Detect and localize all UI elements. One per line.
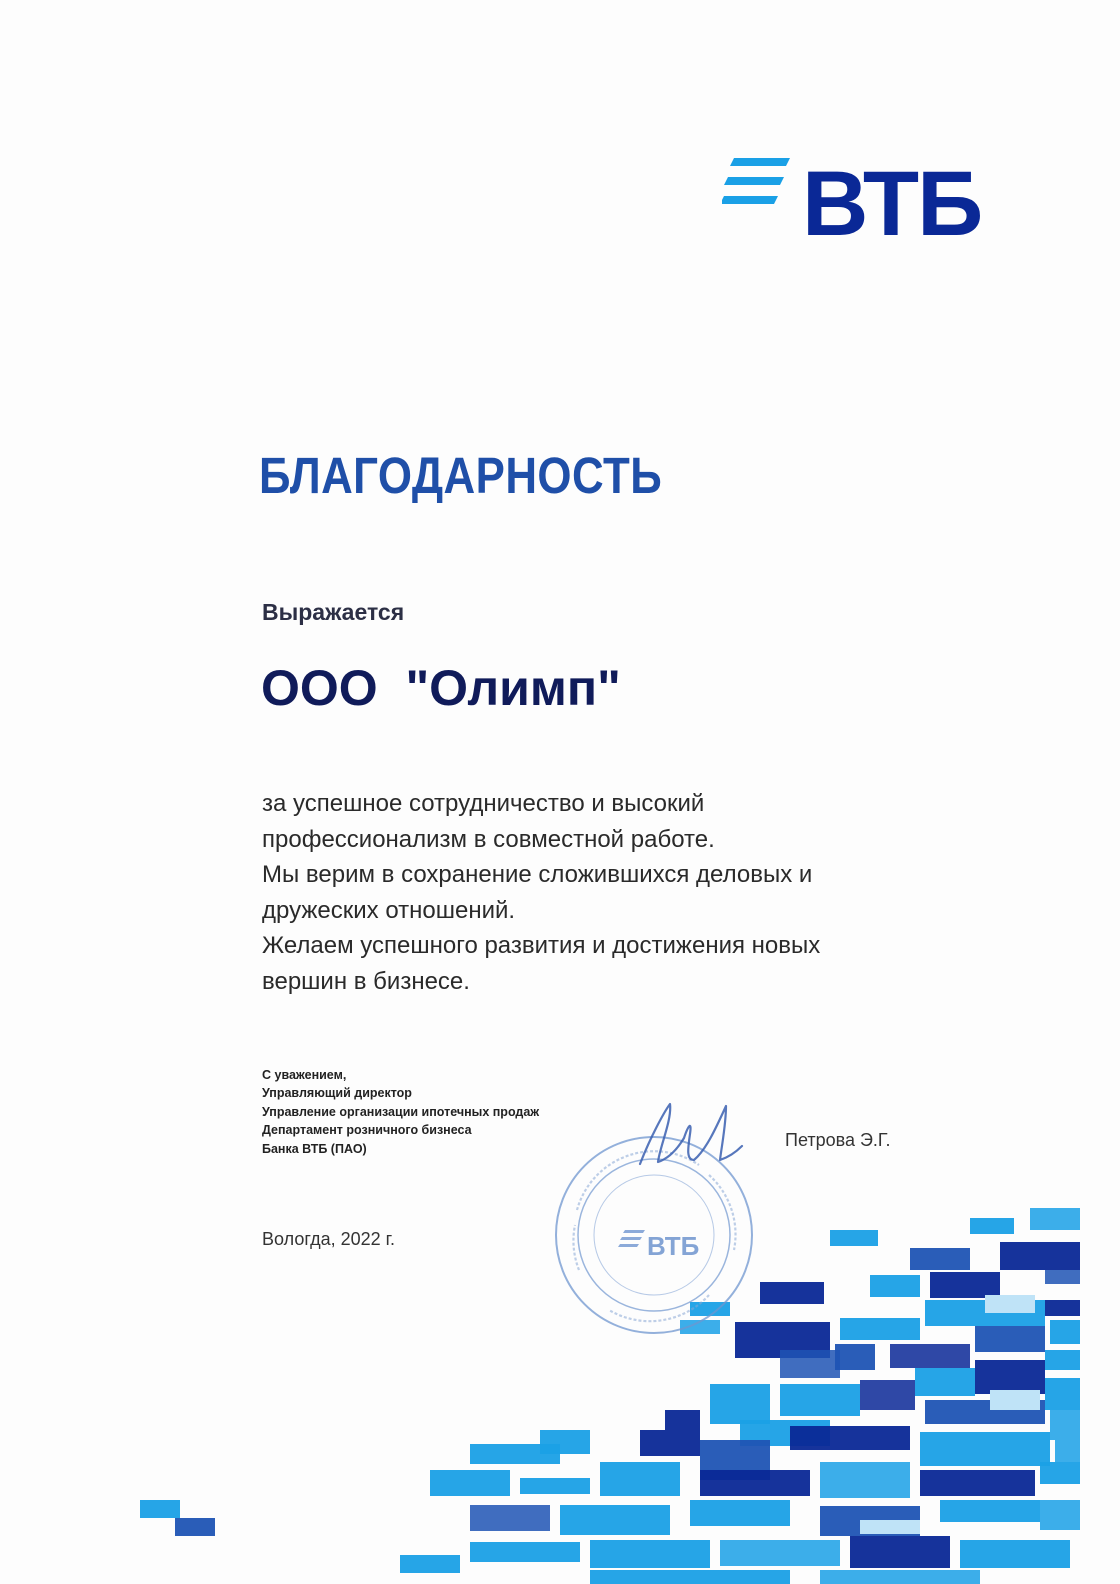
mosaic-tile <box>820 1506 920 1536</box>
mosaic-tile <box>590 1540 710 1568</box>
mosaic-tile <box>400 1555 460 1573</box>
signer-name: Петрова Э.Г. <box>785 1130 891 1150</box>
lead-text: Выражается <box>262 599 405 625</box>
mosaic-tile <box>910 1248 970 1270</box>
mosaic-tile <box>860 1380 915 1410</box>
signature-line: Банка ВТБ (ПАО) <box>262 1141 367 1156</box>
mosaic-tile <box>820 1462 910 1498</box>
mosaic-tile <box>860 1520 920 1534</box>
mosaic-tile <box>990 1390 1040 1410</box>
vtb-logo-icon <box>722 153 982 258</box>
logo-text: ВТБ <box>802 153 982 255</box>
mosaic-tile <box>1040 1462 1080 1484</box>
mosaic-tile <box>830 1230 878 1246</box>
body-paragraph <box>262 786 942 999</box>
mosaic-tile <box>850 1536 950 1568</box>
mosaic-tile <box>790 1426 910 1450</box>
mosaic-tile <box>540 1430 590 1454</box>
mosaic-tile <box>1045 1378 1080 1410</box>
mosaic-tile <box>470 1542 580 1562</box>
signature-block <box>262 1066 539 1158</box>
mosaic-tile <box>835 1344 875 1370</box>
mosaic-tile <box>470 1444 560 1464</box>
document-title: БЛАГОДАРНОСТЬ <box>259 447 663 504</box>
recipient-name: ООО "Олимп" <box>261 660 621 716</box>
mosaic-tile <box>840 1318 920 1340</box>
mosaic-tile <box>780 1350 840 1378</box>
mosaic-tile <box>960 1540 1070 1568</box>
mosaic-tile <box>975 1360 1045 1394</box>
mosaic-tile <box>820 1570 980 1584</box>
mosaic-tile <box>560 1505 670 1535</box>
body-line: дружеских отношений. <box>262 896 516 924</box>
signature-line: Управляющий директор <box>262 1086 412 1101</box>
signature-line: Управление организации ипотечных продаж <box>262 1104 540 1119</box>
mosaic-tile <box>925 1400 1045 1424</box>
mosaic-tile <box>1030 1208 1080 1230</box>
mosaic-tile <box>700 1470 810 1496</box>
mosaic-tile <box>175 1518 215 1536</box>
mosaic-tile <box>470 1505 550 1531</box>
mosaic-tile <box>870 1275 920 1297</box>
mosaic-tile <box>590 1570 790 1584</box>
mosaic-tile <box>430 1470 510 1496</box>
mosaic-tile <box>760 1282 824 1304</box>
mosaic-tile <box>975 1326 1045 1352</box>
stamp-text: ВТБ <box>647 1231 700 1261</box>
mosaic-tile <box>690 1500 790 1526</box>
mosaic-tile <box>1050 1410 1080 1440</box>
mosaic-tile <box>915 1368 975 1396</box>
mosaic-tile <box>780 1384 860 1416</box>
mosaic-tile <box>890 1344 970 1368</box>
mosaic-tile <box>665 1410 700 1430</box>
mosaic-tile <box>1040 1500 1080 1530</box>
body-line: Желаем успешного развития и достижения новых <box>262 932 821 959</box>
mosaic-tile <box>520 1478 590 1494</box>
mosaic-tile <box>920 1470 1035 1496</box>
place-date: Вологда, 2022 г. <box>262 1229 396 1249</box>
mosaic-tile <box>600 1462 680 1496</box>
mosaic-tile <box>985 1295 1035 1313</box>
body-line: за успешное сотрудничество и высокий <box>262 790 705 817</box>
mosaic-tile <box>720 1540 840 1566</box>
mosaic-tile <box>1045 1270 1080 1284</box>
autograph-icon <box>630 1098 750 1178</box>
mosaic-tile <box>640 1430 700 1456</box>
body-line: профессионализм в совместной работе. <box>262 825 715 853</box>
signature-line: Департамент розничного бизнеса <box>262 1123 472 1138</box>
mosaic-tile <box>140 1500 180 1518</box>
mosaic-tile <box>940 1500 1040 1522</box>
signature-line: С уважением, <box>262 1068 347 1082</box>
mosaic-tile <box>925 1300 1045 1326</box>
mosaic-tile <box>700 1440 770 1480</box>
mosaic-tile <box>1045 1300 1080 1316</box>
body-line: вершин в бизнесе. <box>262 967 470 995</box>
mosaic-tile <box>970 1218 1014 1234</box>
mosaic-tile <box>710 1384 770 1424</box>
mosaic-tile <box>930 1272 1000 1298</box>
mosaic-tile <box>740 1420 830 1446</box>
mosaic-tile <box>920 1432 1050 1466</box>
mosaic-tile <box>1045 1350 1080 1370</box>
mosaic-tile <box>1055 1440 1080 1462</box>
mosaic-tile <box>1000 1242 1080 1270</box>
mosaic-tile <box>1050 1320 1080 1344</box>
body-line: Мы верим в сохранение сложившихся деловых и <box>262 861 813 888</box>
logo-stripes-icon <box>722 158 798 208</box>
